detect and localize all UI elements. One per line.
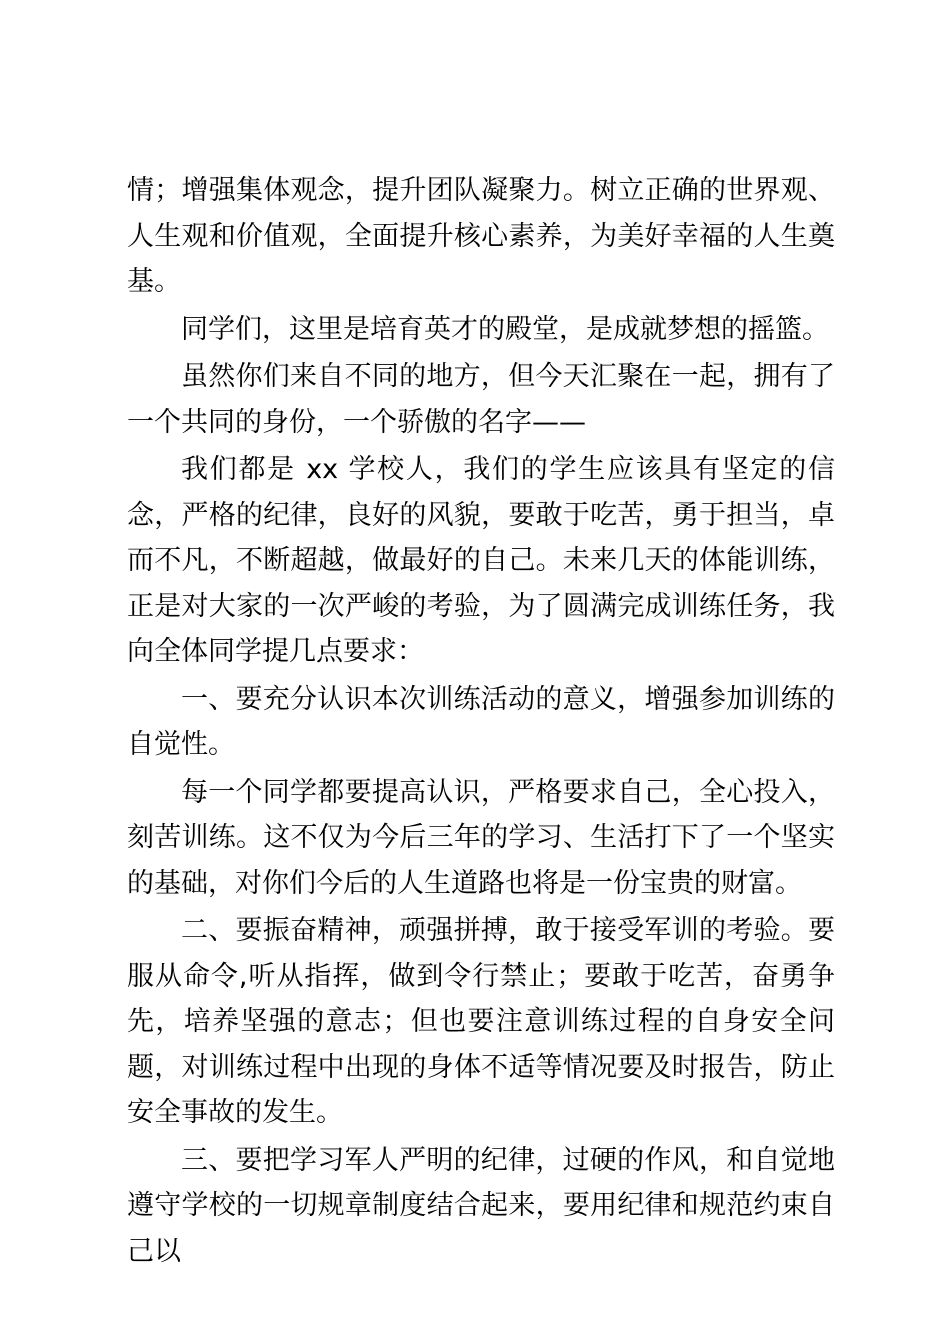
document-body <box>127 168 835 1276</box>
paragraph-requirement-1: 一、要充分认识本次训练活动的意义，增强参加训练的自觉性。 <box>127 683 835 760</box>
paragraph-identity: 虽然你们来自不同的地方，但今天汇聚在一起，拥有了一个共同的身份，一个骄傲的名字—— <box>127 361 835 438</box>
paragraph-requirement-2: 二、要振奋精神，顽强拼搏，敢于接受军训的考验。要服从命令,听从指挥，做到令行禁止；要敢于吃苦，奋勇争先，培养坚强的意志；但也要注意训练过程的自身安全问题，对训练过程中出现的身体不适等情况要及时报告，防止安全事故的发生。 <box>127 915 835 1128</box>
paragraph-requirement-3: 三、要把学习军人严明的纪律，过硬的作风，和自觉地遵守学校的一切规章制度结合起来，要用纪律和规范约束自己以 <box>127 1144 835 1267</box>
paragraph-continuation: 情；增强集体观念，提升团队凝聚力。树立正确的世界观、人生观和价值观，全面提升核心素养，为美好幸福的人生奠基。 <box>127 175 835 297</box>
paragraph-greeting: 同学们，这里是培育英才的殿堂，是成就梦想的摇篮。 <box>181 313 829 345</box>
paragraph-requirement-1-detail: 每一个同学都要提高认识，严格要求自己，全心投入，刻苦训练。这不仅为今后三年的学习、生活打下了一个坚实的基础，对你们今后的人生道路也将是一份宝贵的财富。 <box>127 776 835 899</box>
paragraph-school-spirit: 我们都是 xx 学校人，我们的学生应该具有坚定的信念，严格的纪律，良好的风貌，要敢于吃苦，勇于担当，卓而不凡，不断超越，做最好的自己。未来几天的体能训练，正是对大家的一次严峻的考验，为了圆满完成训练任务，我向全体同学提几点要求： <box>127 454 835 667</box>
